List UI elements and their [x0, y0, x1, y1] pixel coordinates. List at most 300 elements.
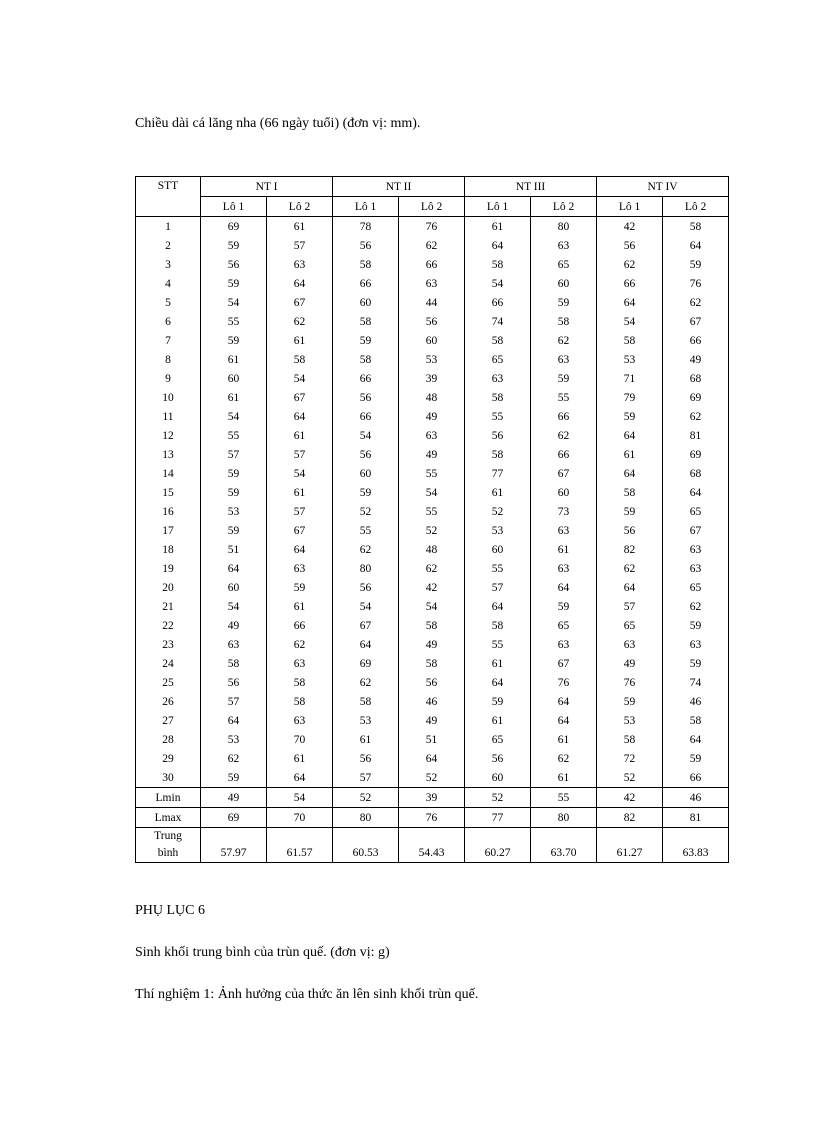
table-cell: 54 — [201, 597, 267, 616]
table-cell: 67 — [267, 293, 333, 312]
row-number-cell: 24 — [136, 654, 201, 673]
table-cell: 66 — [333, 274, 399, 293]
table-cell: 77 — [465, 464, 531, 483]
table-row — [136, 217, 729, 237]
table-cell: 55 — [201, 426, 267, 445]
table-cell: 59 — [333, 331, 399, 350]
table-cell: 61 — [531, 730, 597, 749]
table-row — [136, 255, 729, 274]
table-row — [136, 635, 729, 654]
table-cell: 61 — [267, 483, 333, 502]
lmax-cell: 80 — [333, 808, 399, 828]
table-cell: 64 — [465, 236, 531, 255]
table-cell: 58 — [465, 331, 531, 350]
table-cell: 49 — [399, 635, 465, 654]
table-cell: 67 — [267, 388, 333, 407]
table-cell: 63 — [531, 635, 597, 654]
table-cell: 56 — [333, 445, 399, 464]
table-cell: 58 — [597, 483, 663, 502]
table-cell: 56 — [333, 578, 399, 597]
group-header: NT I — [201, 177, 333, 197]
table-cell: 60 — [465, 768, 531, 788]
table-cell: 59 — [531, 369, 597, 388]
table-row — [136, 597, 729, 616]
table-row — [136, 312, 729, 331]
table-cell: 76 — [663, 274, 729, 293]
table-row — [136, 236, 729, 255]
table-cell: 79 — [597, 388, 663, 407]
table-cell: 55 — [333, 521, 399, 540]
row-number-cell: 25 — [136, 673, 201, 692]
table-row — [136, 274, 729, 293]
table-cell: 59 — [201, 331, 267, 350]
table-cell: 66 — [465, 293, 531, 312]
lmax-cell: 70 — [267, 808, 333, 828]
table-cell: 59 — [465, 692, 531, 711]
table-caption: Chiều dài cá lăng nha (66 ngày tuổi) (đơn vị: mm). — [135, 116, 421, 131]
table-cell: 60 — [201, 578, 267, 597]
table-cell: 64 — [663, 730, 729, 749]
table-cell: 54 — [267, 369, 333, 388]
table-cell: 64 — [663, 236, 729, 255]
table-cell: 63 — [399, 426, 465, 445]
table-cell: 81 — [663, 426, 729, 445]
table-cell: 62 — [597, 559, 663, 578]
table-cell: 59 — [663, 654, 729, 673]
table-cell: 64 — [201, 559, 267, 578]
table-cell: 59 — [663, 749, 729, 768]
table-cell: 61 — [333, 730, 399, 749]
row-number-cell: 12 — [136, 426, 201, 445]
table-cell: 67 — [333, 616, 399, 635]
table-cell: 58 — [597, 331, 663, 350]
table-cell: 61 — [531, 540, 597, 559]
table-cell: 42 — [399, 578, 465, 597]
table-cell: 63 — [663, 559, 729, 578]
table-row — [136, 521, 729, 540]
table-cell: 60 — [399, 331, 465, 350]
table-cell: 66 — [333, 407, 399, 426]
table-cell: 56 — [465, 426, 531, 445]
table-cell: 63 — [531, 559, 597, 578]
table-cell: 58 — [333, 312, 399, 331]
average-label-line1: Trung — [154, 830, 182, 842]
table-cell: 61 — [267, 217, 333, 237]
row-number-cell: 26 — [136, 692, 201, 711]
average-cell: 61.27 — [597, 828, 663, 863]
table-cell: 49 — [399, 407, 465, 426]
table-cell: 59 — [663, 255, 729, 274]
average-label-line2: bình — [157, 847, 179, 859]
table-cell: 62 — [201, 749, 267, 768]
table-cell: 59 — [201, 768, 267, 788]
table-row — [136, 426, 729, 445]
table-row — [136, 749, 729, 768]
table-cell: 53 — [465, 521, 531, 540]
table-cell: 73 — [531, 502, 597, 521]
table-row — [136, 559, 729, 578]
table-cell: 64 — [201, 711, 267, 730]
subgroup-header: Lô 2 — [399, 197, 465, 217]
table-cell: 61 — [531, 768, 597, 788]
table-cell: 58 — [597, 730, 663, 749]
table-cell: 52 — [597, 768, 663, 788]
table-cell: 80 — [531, 217, 597, 237]
row-number-cell: 10 — [136, 388, 201, 407]
table-cell: 54 — [333, 597, 399, 616]
table-cell: 53 — [597, 350, 663, 369]
table-cell: 56 — [399, 312, 465, 331]
table-cell: 58 — [465, 445, 531, 464]
table-cell: 67 — [267, 521, 333, 540]
table-cell: 57 — [201, 445, 267, 464]
lmax-cell: 82 — [597, 808, 663, 828]
table-row — [136, 350, 729, 369]
table-cell: 64 — [597, 464, 663, 483]
table-cell: 59 — [201, 274, 267, 293]
table-cell: 52 — [399, 768, 465, 788]
row-number-cell: 8 — [136, 350, 201, 369]
table-cell: 54 — [399, 483, 465, 502]
average-cell: 60.27 — [465, 828, 531, 863]
table-cell: 63 — [663, 635, 729, 654]
lmax-label: Lmax — [136, 808, 201, 828]
table-cell: 54 — [465, 274, 531, 293]
table-cell: 66 — [267, 616, 333, 635]
table-cell: 66 — [597, 274, 663, 293]
table-cell: 63 — [531, 236, 597, 255]
table-cell: 54 — [399, 597, 465, 616]
table-cell: 66 — [531, 445, 597, 464]
table-cell: 66 — [399, 255, 465, 274]
table-cell: 54 — [201, 293, 267, 312]
lmin-cell: 49 — [201, 788, 267, 808]
table-cell: 55 — [465, 407, 531, 426]
table-row — [136, 445, 729, 464]
table-cell: 56 — [333, 749, 399, 768]
lmin-cell: 52 — [333, 788, 399, 808]
table-cell: 56 — [333, 236, 399, 255]
table-cell: 55 — [399, 502, 465, 521]
table-cell: 58 — [465, 388, 531, 407]
table-cell: 39 — [399, 369, 465, 388]
table-cell: 64 — [597, 293, 663, 312]
lmin-label: Lmin — [136, 788, 201, 808]
lmax-cell: 76 — [399, 808, 465, 828]
table-cell: 55 — [201, 312, 267, 331]
table-cell: 56 — [597, 236, 663, 255]
table-cell: 52 — [399, 521, 465, 540]
row-number-cell: 29 — [136, 749, 201, 768]
appendix-title: PHỤ LỤC 6 — [135, 903, 206, 918]
row-number-cell: 7 — [136, 331, 201, 350]
table-cell: 42 — [597, 217, 663, 237]
experiment-title: Thí nghiệm 1: Ảnh hưởng của thức ăn lên sinh khối trùn quế. — [135, 987, 479, 1002]
table-cell: 63 — [531, 350, 597, 369]
table-cell: 58 — [267, 350, 333, 369]
table-cell: 56 — [333, 388, 399, 407]
lmax-cell: 81 — [663, 808, 729, 828]
table-cell: 67 — [663, 521, 729, 540]
table-cell: 52 — [333, 502, 399, 521]
table-cell: 64 — [267, 407, 333, 426]
group-header: NT II — [333, 177, 465, 197]
table-cell: 62 — [597, 255, 663, 274]
table-cell: 57 — [597, 597, 663, 616]
table-cell: 63 — [399, 274, 465, 293]
table-cell: 55 — [399, 464, 465, 483]
lmax-row — [136, 808, 729, 828]
table-row — [136, 654, 729, 673]
table-row — [136, 388, 729, 407]
table-row — [136, 711, 729, 730]
table-cell: 46 — [663, 692, 729, 711]
table-cell: 82 — [597, 540, 663, 559]
table-cell: 74 — [465, 312, 531, 331]
row-number-cell: 17 — [136, 521, 201, 540]
table-cell: 62 — [333, 540, 399, 559]
table-cell: 65 — [465, 730, 531, 749]
table-cell: 57 — [333, 768, 399, 788]
table-cell: 61 — [465, 217, 531, 237]
table-cell: 58 — [333, 350, 399, 369]
table-row — [136, 578, 729, 597]
table-cell: 44 — [399, 293, 465, 312]
subgroup-header: Lô 1 — [597, 197, 663, 217]
table-cell: 61 — [597, 445, 663, 464]
length-data-table — [135, 176, 729, 863]
lmin-cell: 54 — [267, 788, 333, 808]
table-row — [136, 616, 729, 635]
table-cell: 49 — [663, 350, 729, 369]
table-cell: 65 — [465, 350, 531, 369]
table-cell: 53 — [201, 730, 267, 749]
lmin-cell: 52 — [465, 788, 531, 808]
table-cell: 64 — [465, 673, 531, 692]
lmax-cell: 77 — [465, 808, 531, 828]
lmin-cell: 55 — [531, 788, 597, 808]
row-number-cell: 28 — [136, 730, 201, 749]
lmin-row — [136, 788, 729, 808]
table-cell: 55 — [465, 559, 531, 578]
table-cell: 62 — [399, 236, 465, 255]
appendix-subtitle: Sinh khối trung bình của trùn quế. (đơn vị: g) — [135, 945, 390, 960]
table-cell: 62 — [663, 597, 729, 616]
average-cell: 63.83 — [663, 828, 729, 863]
table-cell: 70 — [267, 730, 333, 749]
row-number-cell: 13 — [136, 445, 201, 464]
table-cell: 53 — [597, 711, 663, 730]
table-cell: 63 — [267, 559, 333, 578]
average-row — [136, 828, 729, 863]
table-cell: 57 — [267, 445, 333, 464]
row-number-cell: 18 — [136, 540, 201, 559]
table-row — [136, 483, 729, 502]
table-cell: 65 — [531, 616, 597, 635]
table-cell: 65 — [531, 255, 597, 274]
row-number-cell: 19 — [136, 559, 201, 578]
table-cell: 59 — [597, 407, 663, 426]
table-cell: 49 — [597, 654, 663, 673]
table-cell: 64 — [333, 635, 399, 654]
table-cell: 59 — [201, 483, 267, 502]
table-cell: 59 — [663, 616, 729, 635]
table-cell: 60 — [465, 540, 531, 559]
table-cell: 60 — [531, 483, 597, 502]
lmin-cell: 42 — [597, 788, 663, 808]
table-cell: 63 — [663, 540, 729, 559]
table-cell: 63 — [531, 521, 597, 540]
table-row — [136, 464, 729, 483]
row-number-cell: 20 — [136, 578, 201, 597]
table-cell: 76 — [399, 217, 465, 237]
row-number-cell: 27 — [136, 711, 201, 730]
table-cell: 53 — [399, 350, 465, 369]
row-number-cell: 16 — [136, 502, 201, 521]
table-cell: 58 — [333, 255, 399, 274]
table-row — [136, 369, 729, 388]
table-cell: 64 — [531, 711, 597, 730]
table-cell: 56 — [201, 673, 267, 692]
table-cell: 64 — [531, 578, 597, 597]
table-cell: 64 — [663, 483, 729, 502]
row-number-cell: 22 — [136, 616, 201, 635]
table-row — [136, 331, 729, 350]
table-cell: 64 — [597, 578, 663, 597]
table-row — [136, 673, 729, 692]
table-cell: 49 — [201, 616, 267, 635]
average-cell: 57.97 — [201, 828, 267, 863]
table-cell: 58 — [201, 654, 267, 673]
average-cell: 54.43 — [399, 828, 465, 863]
table-cell: 71 — [597, 369, 663, 388]
table-cell: 67 — [531, 654, 597, 673]
table-cell: 61 — [267, 331, 333, 350]
table-cell: 48 — [399, 540, 465, 559]
table-cell: 54 — [597, 312, 663, 331]
table-cell: 57 — [267, 236, 333, 255]
table-cell: 57 — [465, 578, 531, 597]
average-label — [136, 828, 201, 863]
table-cell: 63 — [267, 255, 333, 274]
table-row — [136, 407, 729, 426]
table-cell: 58 — [531, 312, 597, 331]
table-cell: 61 — [267, 426, 333, 445]
subgroup-header: Lô 1 — [333, 197, 399, 217]
table-cell: 66 — [663, 768, 729, 788]
average-cell: 61.57 — [267, 828, 333, 863]
table-cell: 64 — [531, 692, 597, 711]
table-cell: 62 — [399, 559, 465, 578]
table-cell: 63 — [201, 635, 267, 654]
average-cell: 60.53 — [333, 828, 399, 863]
table-cell: 58 — [267, 692, 333, 711]
table-cell: 64 — [267, 768, 333, 788]
table-cell: 54 — [333, 426, 399, 445]
table-cell: 48 — [399, 388, 465, 407]
table-cell: 61 — [267, 597, 333, 616]
row-number-cell: 14 — [136, 464, 201, 483]
table-cell: 56 — [465, 749, 531, 768]
subgroup-header: Lô 2 — [267, 197, 333, 217]
table-cell: 63 — [465, 369, 531, 388]
table-cell: 52 — [465, 502, 531, 521]
table-cell: 61 — [201, 350, 267, 369]
table-cell: 49 — [399, 445, 465, 464]
table-cell: 59 — [201, 464, 267, 483]
table-cell: 62 — [333, 673, 399, 692]
table-cell: 65 — [663, 502, 729, 521]
table-cell: 62 — [267, 312, 333, 331]
table-cell: 66 — [333, 369, 399, 388]
row-number-cell: 4 — [136, 274, 201, 293]
table-cell: 74 — [663, 673, 729, 692]
group-header: NT IV — [597, 177, 729, 197]
table-cell: 51 — [201, 540, 267, 559]
group-header: NT III — [465, 177, 597, 197]
table-cell: 59 — [201, 521, 267, 540]
table-cell: 64 — [465, 597, 531, 616]
table-cell: 62 — [531, 331, 597, 350]
table-cell: 76 — [597, 673, 663, 692]
table-cell: 66 — [531, 407, 597, 426]
table-row — [136, 692, 729, 711]
row-number-cell: 5 — [136, 293, 201, 312]
table-cell: 55 — [531, 388, 597, 407]
table-cell: 67 — [663, 312, 729, 331]
table-cell: 46 — [399, 692, 465, 711]
table-cell: 64 — [267, 274, 333, 293]
table-cell: 59 — [597, 692, 663, 711]
table-cell: 53 — [333, 711, 399, 730]
table-cell: 54 — [201, 407, 267, 426]
table-cell: 62 — [663, 293, 729, 312]
table-cell: 54 — [267, 464, 333, 483]
table-cell: 72 — [597, 749, 663, 768]
table-cell: 51 — [399, 730, 465, 749]
table-cell: 57 — [267, 502, 333, 521]
table-cell: 65 — [663, 578, 729, 597]
table-cell: 60 — [201, 369, 267, 388]
table-row — [136, 730, 729, 749]
table-cell: 69 — [663, 388, 729, 407]
table-cell: 61 — [465, 711, 531, 730]
lmin-cell: 39 — [399, 788, 465, 808]
table-cell: 60 — [531, 274, 597, 293]
row-number-cell: 30 — [136, 768, 201, 788]
table-cell: 58 — [333, 692, 399, 711]
table-cell: 61 — [465, 483, 531, 502]
table-cell: 59 — [201, 236, 267, 255]
subgroup-header: Lô 2 — [663, 197, 729, 217]
lmin-cell: 46 — [663, 788, 729, 808]
table-cell: 58 — [399, 654, 465, 673]
table-cell: 58 — [465, 616, 531, 635]
table-cell: 56 — [597, 521, 663, 540]
subgroup-header: Lô 2 — [531, 197, 597, 217]
table-cell: 69 — [201, 217, 267, 237]
table-cell: 64 — [597, 426, 663, 445]
table-row — [136, 540, 729, 559]
row-number-cell: 15 — [136, 483, 201, 502]
table-cell: 59 — [531, 597, 597, 616]
table-cell: 53 — [201, 502, 267, 521]
table-cell: 57 — [201, 692, 267, 711]
row-number-cell: 9 — [136, 369, 201, 388]
table-cell: 62 — [663, 407, 729, 426]
table-cell: 62 — [531, 749, 597, 768]
row-number-cell: 21 — [136, 597, 201, 616]
